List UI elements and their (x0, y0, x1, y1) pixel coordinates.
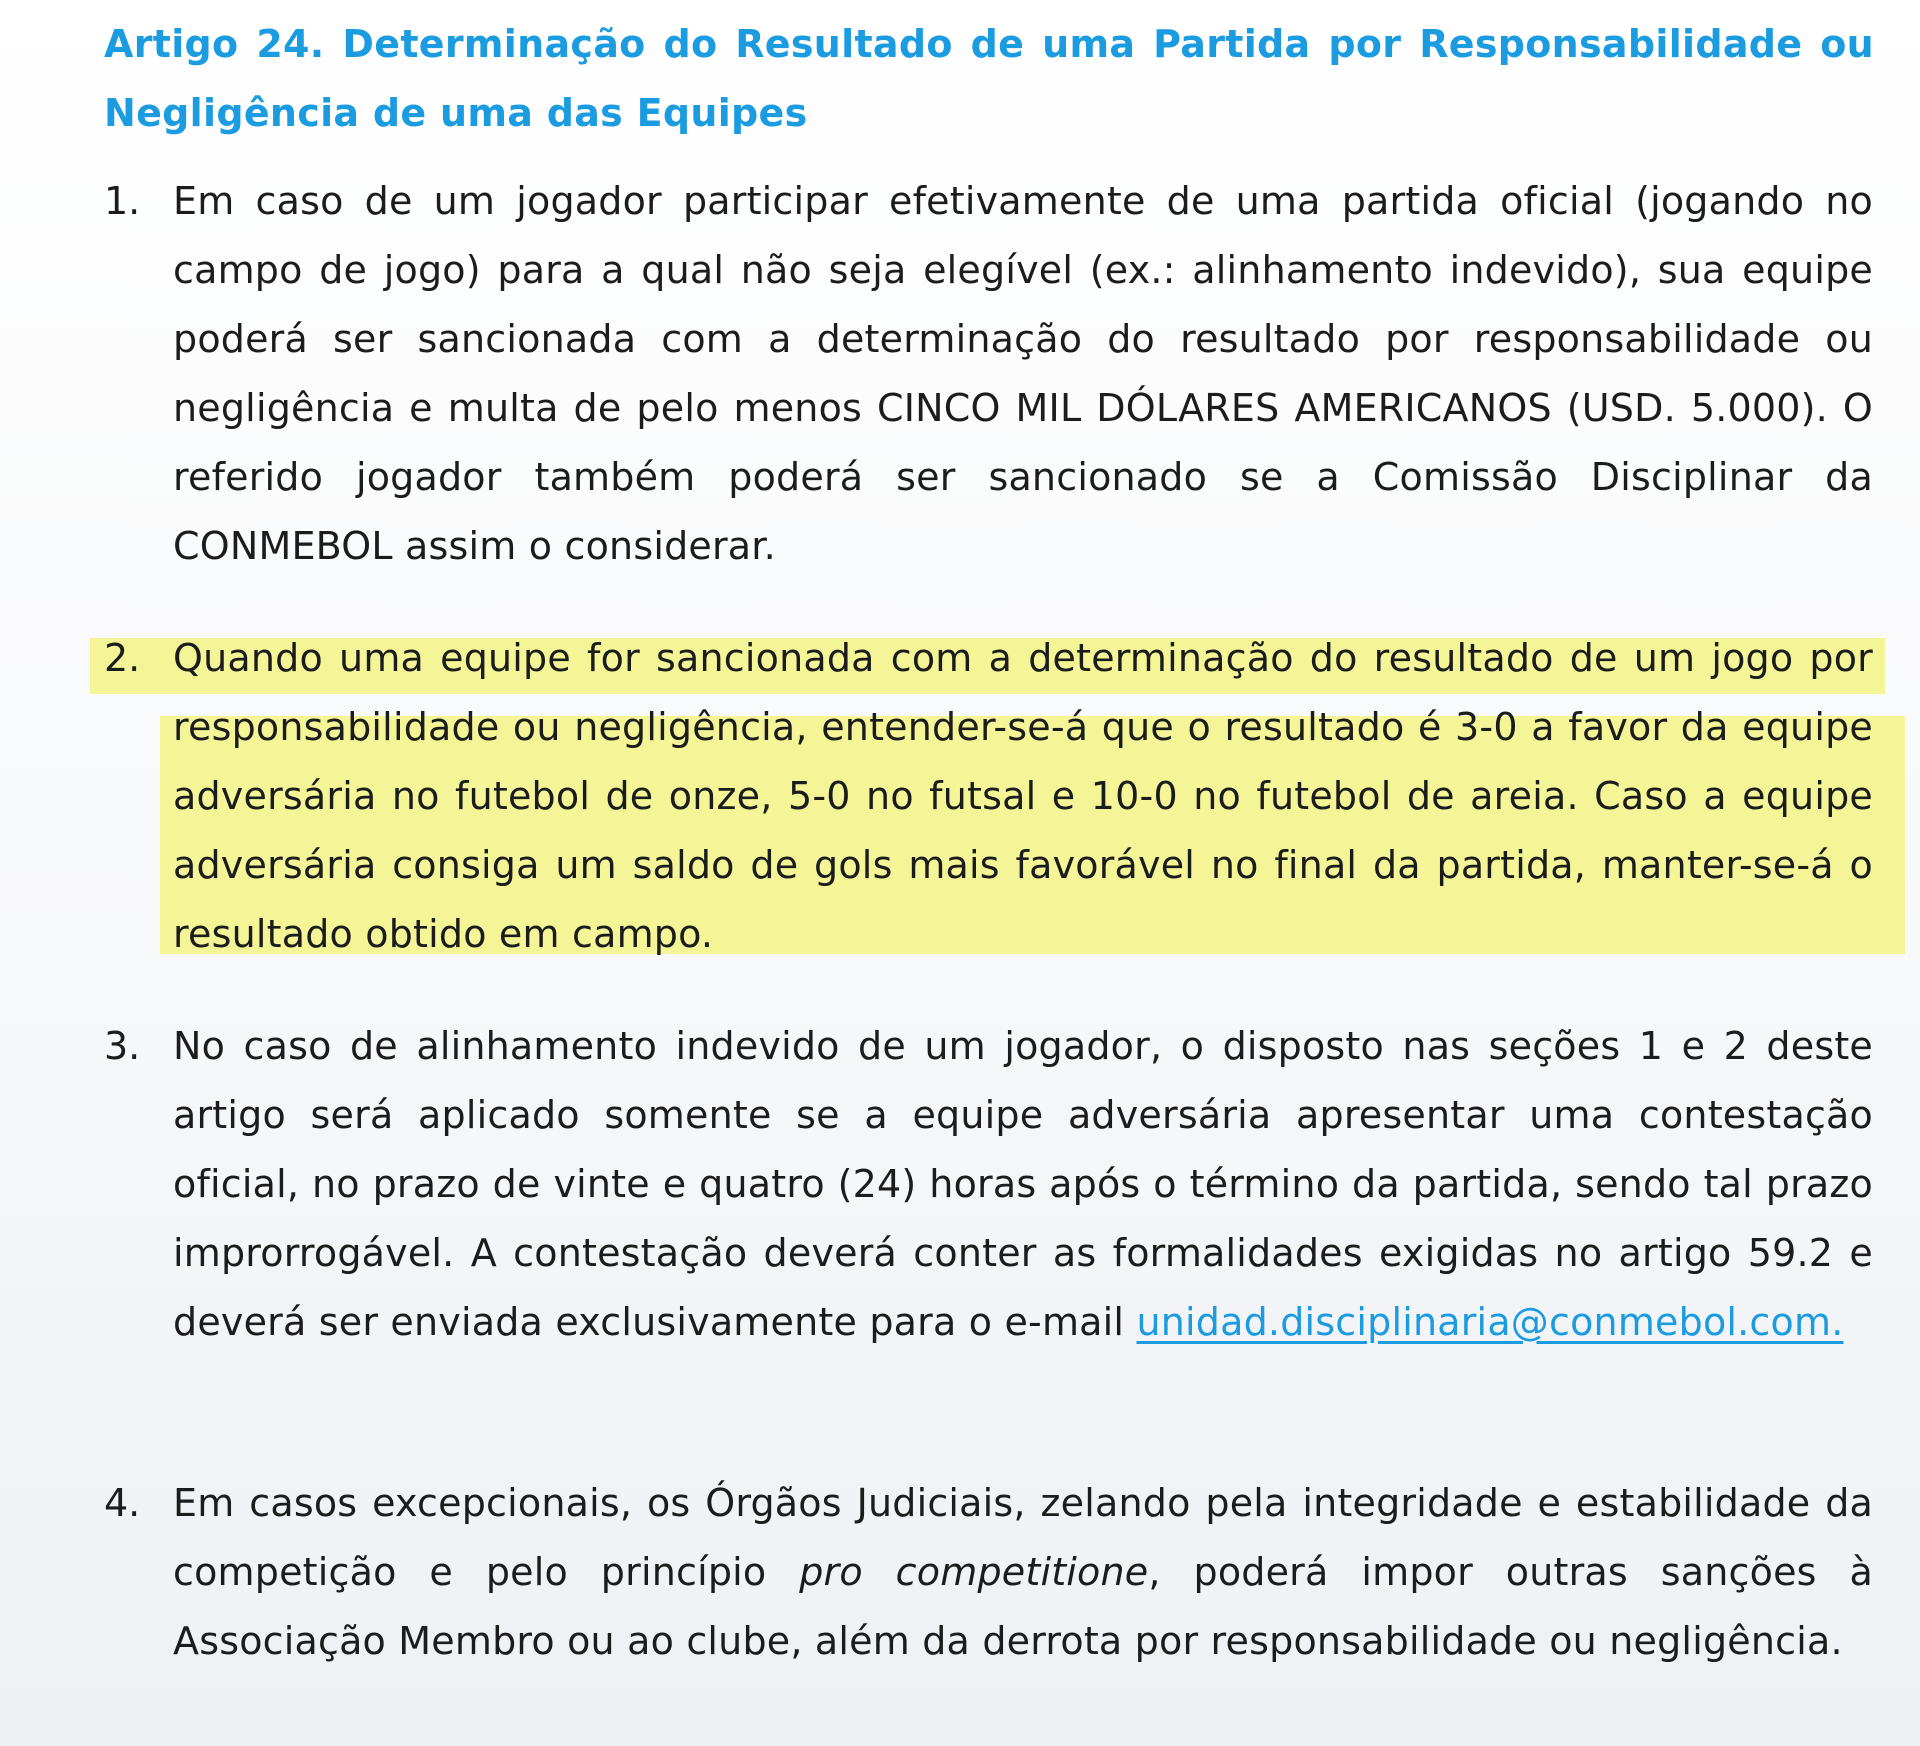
italic-term: pro competitione (799, 1550, 1149, 1594)
item-text: Em caso de um jogador participar efetivamente de uma partida oficial (jogando no campo de jogo) para a qual não seja elegível (ex.: alinhamento indevido), sua equipe poderá ser sancionada com a determinação do resultado por responsabilidade ou negligência e multa de pelo menos CINCO MIL DÓLARES AMERICANOS (USD. 5.000). O referido jogador também poderá ser sancionado se a Comissão Disciplinar da CONMEBOL assim o considerar. (173, 179, 1873, 568)
article-title: Artigo 24. Determinação do Resultado de uma Partida por Responsabilidade ou Negligência de uma das Equipes (104, 22, 1874, 135)
item-text (173, 1469, 1873, 1676)
item-text-before: Em casos excepcionais, os Órgãos Judiciais, zelando pela integridade e estabilidade da competição e pelo princípio (173, 1481, 1873, 1594)
item-text: Quando uma equipe for sancionada com a determinação do resultado de um jogo por responsabilidade ou negligência, entender-se-á que o resultado é 3-0 a favor da equipe adversária no futebol de onze, 5-0 no futsal e 10-0 no futebol de areia. Caso a equipe adversária consiga um saldo de gols mais favorável no final da partida, manter-se-á o resultado obtido em campo. (173, 636, 1873, 956)
item-text (173, 1012, 1873, 1357)
item-text-body: No caso de alinhamento indevido de um jogador, o disposto nas seções 1 e 2 deste artigo será aplicado somente se a equipe adversária apresentar uma contestação oficial, no prazo de vinte e quatro (24) horas após o término da partida, sendo tal prazo improrrogável. A contestação deverá conter as formalidades exigidas no artigo 59.2 e deverá ser enviada exclusivamente para o e-mail (173, 1024, 1873, 1344)
email-link[interactable]: unidad.disciplinaria@conmebol.com. (1136, 1300, 1844, 1344)
item-number: 1. (104, 179, 141, 223)
item-number: 4. (104, 1481, 141, 1525)
item-text-after: , poderá impor outras sanções à Associação Membro ou ao clube, além da derrota por responsabilidade ou negligência. (173, 1550, 1873, 1663)
item-number: 2. (104, 636, 141, 680)
item-number: 3. (104, 1024, 141, 1068)
